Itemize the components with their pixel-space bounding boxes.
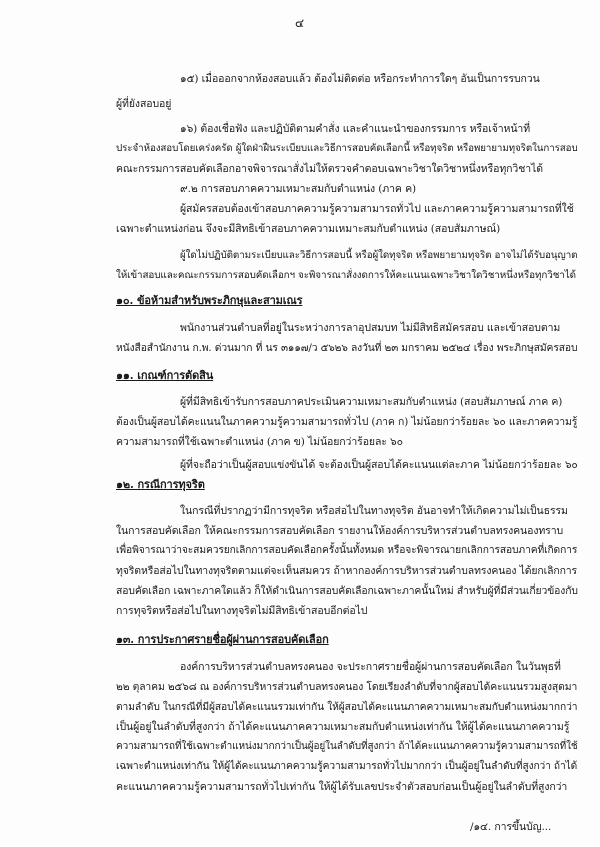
section-11-line-3: ความสามารถที่ใช้เฉพาะตำแหน่ง (ภาค ข) ไม่น้อยกว่าร้อยละ ๖๐ [116,436,403,448]
section-12-heading: ๑๒. กรณีการทุจริต [116,478,205,491]
section-12-line-4: ทุจริตหรือส่อไปในทางทุจริตตามแต่จะเห็นสมควร ถ้าหากองค์การบริหารส่วนตำบลทรงคนอง ได้ยกเลิกการ [116,565,578,577]
item-9-2-line-2: ผู้สมัครสอบต้องเข้าสอบภาคความรู้ความสามารถทั่วไป และภาคความรู้ความสามารถที่ใช้ [180,203,574,215]
section-12-line-1: ในกรณีที่ปรากฏว่ามีการทุจริต หรือส่อไปในทางทุจริต อันอาจทำให้เกิดความไม่เป็นธรรม [180,505,568,517]
section-10-line-2: หนังสือสำนักงาน ก.พ. ด่วนมาก ที่ นร ๓๑๑๗/ว ๕๖๒๖ ลงวันที่ ๒๓ มกราคม ๒๕๒๔ เรื่อง พระภิกษุสมัครสอบ [116,342,578,354]
section-10-line-1: พนักงานส่วนตำบลที่อยู่ในระหว่างการลาอุปสมบท ไม่มีสิทธิสมัครสอบ และเข้าสอบตาม [180,322,561,334]
item-15-line-1: ๑๕) เมื่อออกจากห้องสอบแล้ว ต้องไม่ติดต่อ หรือกระทำการใดๆ อันเป็นการรบกวน [180,73,540,85]
section-13-line-3: ตามลำดับ ในกรณีที่มีผู้สอบได้คะแนนรวมเท่ากัน ให้ผู้สอบได้คะแนนภาคความเหมาะสมกับตำแหน่งมากกว่า [116,701,578,713]
section-11-heading: ๑๑. เกณฑ์การตัดสิน [116,369,214,382]
section-12-line-2: ในการสอบคัดเลือก ให้คณะกรรมการสอบคัดเลือก รายงานให้องค์การบริหารส่วนตำบลทรงคนองทราบ [116,525,564,537]
section-13-heading: ๑๓. การประกาศรายชื่อผู้ผ่านการสอบคัดเลือก [116,633,329,646]
section-12-line-3: เพื่อพิจารณาว่าจะสมควรยกเลิกการสอบคัดเลือกครั้งนั้นทั้งหมด หรือจะพิจารณายกเลิกการสอบภาคที่เกิดการ [116,545,578,556]
section-12-line-6: การทุจริตหรือส่อไปในทางทุจริตไม่มีสิทธิเข้าสอบอีกต่อไป [116,605,368,617]
section-13-line-5: ความสามารถที่ใช้เฉพาะตำแหน่งมากกว่าเป็นผู้อยู่ในลำดับที่สูงกว่า ถ้าได้คะแนนภาคความรู้ความสามารถที่ใช้ [116,741,578,752]
page-continuation: /๑๔. การขึ้นบัญ... [470,821,552,833]
item-15-line-2: ผู้ที่ยังสอบอยู่ [116,98,172,110]
section-12-line-5: สอบคัดเลือก เฉพาะภาคใดแล้ว ก็ให้ดำเนินการสอบคัดเลือกเฉพาะภาคนั้นใหม่ สำหรับผู้ที่มีส่วนเกี่ยวข้องกับ [116,585,578,597]
item-16-line-2: ประจำห้องสอบโดยเคร่งครัด ผู้ใดฝ่าฝืนระเบียบและวิธีการสอบคัดเลือกนี้ หรือทุจริต หรือพยายามทุจริตในการสอบ [116,143,578,154]
page-number: ๔ [295,16,304,30]
item-9-2-line-3: เฉพาะตำแหน่งก่อน จึงจะมีสิทธิเข้าสอบภาคความเหมาะสมกับตำแหน่ง (สอบสัมภาษณ์) [116,223,501,235]
item-9-2-line-5: ให้เข้าสอบและคณะกรรมการสอบคัดเลือกฯ จะพิจารณาสั่งงดการให้คะแนนเฉพาะวิชาใดวิชาหนึ่งหรือทุกวิชาได้ [116,270,576,281]
section-13-line-7: คะแนนภาคความรู้ความสามารถทั่วไปเท่ากัน ให้ผู้ได้รับเลขประจำตัวสอบก่อนเป็นผู้อยู่ในลำดับที่สูงกว่า [116,781,568,793]
item-16-line-1: ๑๖) ต้องเชื่อฟัง และปฏิบัติตามคำสั่ง และคำแนะนำของกรรมการ หรือเจ้าหน้าที่ [180,123,531,135]
section-13-line-6: เฉพาะตำแหน่งเท่ากัน ให้ผู้ได้คะแนนภาคความรู้ความสามารถทั่วไปมากกว่า เป็นผู้อยู่ในลำดับที่สูงกว่า ถ้าได้ [116,761,578,772]
item-9-2-title: ๙.๒ การสอบภาคความเหมาะสมกับตำแหน่ง (ภาค ค) [180,183,417,195]
section-11-line-1: ผู้ที่มีสิทธิเข้ารับการสอบภาคประเมินความเหมาะสมกับตำแหน่ง (สอบสัมภาษณ์ ภาค ค) [180,396,563,408]
section-11-line-4: ผู้ที่จะถือว่าเป็นผู้สอบแข่งขันได้ จะต้องเป็นผู้สอบได้คะแนนแต่ละภาค ไม่น้อยกว่าร้อยละ ๖๐ [180,459,578,471]
section-10-heading: ๑๐. ข้อห้ามสำหรับพระภิกษุและสามเณร [116,294,303,307]
section-11-line-2: ต้องเป็นผู้สอบได้คะแนนในภาคความรู้ความสามารถทั่วไป (ภาค ก) ไม่น้อยกว่าร้อยละ ๖๐ และภาคความรู้ [116,416,578,428]
item-16-line-3: คณะกรรมการสอบคัดเลือกอาจพิจารณาสั่งไม่ให้ตรวจคำตอบเฉพาะวิชาใดวิชาหนึ่งหรือทุกวิชาได้ [116,163,543,175]
item-9-2-line-4: ผู้ใดไม่ปฏิบัติตามระเบียบและวิธีการสอบนี้ หรือผู้ใดทุจริต หรือพยายามทุจริต อาจไม่ได้รับอนุญาต [180,250,578,261]
section-13-line-2: ๒๒ ตุลาคม ๒๕๖๘ ณ องค์การบริหารส่วนตำบลทรงคนอง โดยเรียงลำดับที่จากผู้สอบได้คะแนนรวมสูงสุดมา [116,681,578,693]
section-13-line-4: เป็นผู้อยู่ในลำดับที่สูงกว่า ถ้าได้คะแนนภาคความเหมาะสมกับตำแหน่งเท่ากัน ให้ผู้ได้คะแนนภาคความรู้ [116,721,570,733]
section-13-line-1: องค์การบริหารส่วนตำบลทรงคนอง จะประกาศรายชื่อผู้ผ่านการสอบคัดเลือก ในวันพุธที่ [180,661,561,673]
